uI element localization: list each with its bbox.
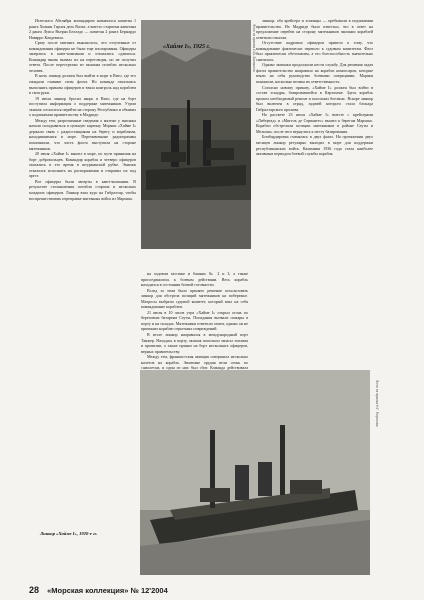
paragraph: Однако экипажи продолжали нести службу. Для решения задач флота правительство направило на корабли комиссаров, которые взяли на себя руководство боевыми операциями. Моряки понимали, насколько велика их ответственность. xyxy=(256,62,373,85)
top-photo-caption: «Хайме I», 1925 г. xyxy=(163,44,211,50)
paragraph: 20 июля «Хайме I» вышел в море, по пути принимая на борт добровольцев. Командир корабля и четверо офицеров оказались в это время в штурманской рубке. Экипаж отказался исполнять их распоряжения и отправил их под арест. xyxy=(29,151,136,179)
paragraph: 21 июля в 10 часов утра «Хайме I» открыл огонь по береговым батареям Сеуты. Попадания вызвали пожары в порту и на складах. Мятежники ответили огнем, однако он не причинил кораблю серьезных повреждений. xyxy=(141,309,248,332)
paragraph: Между тем, разрозненные сведения о мятеже у экипажа начали складываться в цельную картину. Моряки «Хайме I» держали связь с радиостанциями на берегу и кораблями, находившимися в море. Перехваченные радиограммы показывали, что часть флота выступила на стороне мятежников. xyxy=(29,117,136,151)
journal-title: «Морская коллекция» № 12'2004 xyxy=(47,586,168,595)
paragraph: В итоге линкор направился в международный порт Танжер. Находясь в порту, экипаж пополнил запасы топлива и провизии, а также принял на борт нескольких офицеров, верных правительству. xyxy=(141,332,248,354)
paragraph: Сразу после митинга выяснилось, что отлученные от командования офицеры не были еще изолированы. Офицеры заперлись в кают-компании и отказались сдаваться. Командир вновь вызвал их на переговоры, но не получил ответа. После перестрелки из экипажа погибли несколько человек. xyxy=(29,40,136,73)
battleship-photo-1925 xyxy=(141,20,251,249)
page-footer xyxy=(29,585,168,595)
paragraph: Отсутствие кадровых офицеров привело к тому, что командование фактически перешло к судовым комитетам. Флот был практически обезглавлен, а его боеспособность значительно снизилась. xyxy=(256,40,373,62)
paragraph: Между тем, франкистская авиация совершила несколько налетов на корабль. Зенитные орудия вели огонь по самолетам, и один из них был сбит. Команда действовала xyxy=(141,354,248,371)
paragraph: на ходовом мостике и башнях № 2 и 3, а также присоединились к боевым действиям. Весь корабль находился в состоянии боевой готовности. xyxy=(141,271,248,288)
paragraph: Вслед за этим было принято решение использовать линкор для обстрела позиций мятежников на побережье. Матросы выбрали судовой комитет, который взял на себя командование кораблем. xyxy=(141,287,248,310)
page-number: 28 xyxy=(29,585,40,595)
paragraph: линкор, оба крейсера и эсминцы — пребывали в подчинении правительства. На Мадриде было известно, что в ответ на предложение перейти на сторону мятежников экипажи кораблей ответили отказом. xyxy=(256,18,373,40)
ship-illustration xyxy=(141,20,251,249)
bottom-photo-caption: Линкор «Хайме I», 1920-е гг. xyxy=(40,531,98,536)
paragraph: 19 июля линкор бросил якорь в Виго, где на борт поступила информация о поддержке мятежников. Утром экипаж согласился перейти на сторону Республики и объявил о подчинении правительству в Мадриде. xyxy=(29,95,136,118)
text-column-1 xyxy=(29,18,136,528)
bottom-photo-credit: Фото из архива Н.Г. Пирогова xyxy=(375,380,379,427)
paragraph: На рассвете 23 июля «Хайме I» вместе с крейсерами «Либертад» и «Мигель де Сервантес» вышел к берегам Марокко. Корабли обстреляли позиции мятежников в районе Сеуты и Мелильи, после чего вернулись к месту базирования. xyxy=(256,112,373,134)
paragraph: Все офицеры были заперты в кают-компании. В результате столкновения погибли старпом и несколько младших офицеров. Линкор взял курс на Гибралтар, чтобы воспрепятствовать переправке мятежных войск из Марокко. xyxy=(29,178,136,201)
paragraph: Иглесиаса Абеляйра командиром назначался капитан 1 ранга Хоакин Гарсия дель Валье, а вместо старпома капитана 2 ранга Луиса Вьерна Белладо — капитан 2 ранга Бернардо Наварро Капдевила. xyxy=(29,18,136,40)
paragraph: Согласно новому приказу, «Хайме I» должен был войти в состав эскадры, базировавшейся в Картахене. Здесь корабль прошел необходимый ремонт и пополнил боезапас. Вскоре линкор был включен в отряд, задачей которого стала блокада Гибралтарского пролива. xyxy=(256,84,373,112)
top-photo-credit: Фото из архива С.В. Балакина xyxy=(252,24,256,72)
paragraph: Бомбардировка сменялась в двух фазах. На протяжении двух месяцев линкор регулярно выходил в море для поддержки республиканских войск. Кампания 1936 года стала наиболее активным периодом боевой службы корабля. xyxy=(256,134,373,157)
paragraph: В ночь линкор должен был выйти в море в Виго, где его ожидали главные силы флота. Но команда отказалась выполнять приказы офицеров и взяла контроль над кораблем в свои руки. xyxy=(29,73,136,96)
